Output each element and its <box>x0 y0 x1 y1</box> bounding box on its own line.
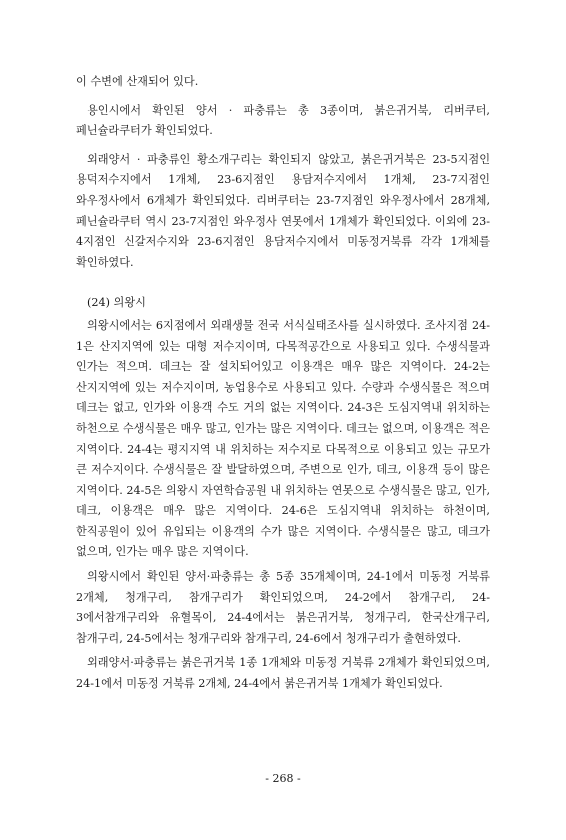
paragraph-uiwang-species: 의왕시에서 확인된 양서·파충류는 총 5종 35개체이며, 24-1에서 미동정 거북류 2개체, 청개구리, 참개구리가 확인되었으며, 24-2에서 참개구리, 24-3에서참개구리와 유혈목이, 24-4에서는 붉은귀거북, 청개구리, 한국산개구리, 참개구리, 24-5에서는 청개구리와 참개구리, 24-6에서 청개구리가 출현하였다. <box>76 570 490 645</box>
paragraph-yongin-invasive: 외래양서 · 파충류인 황소개구리는 확인되지 않았고, 붉은귀거북은 23-5지점인 용덕저수지에서 1개체, 23-6지점인 용담저수지에서 1개체, 23-7지점인 와우정사에서 6개체가 확인되었다. 리버쿠터는 23-7지점인 와우정사에서 28개체, 페닌슐라쿠터 역시 23-7지점인 와우정사 연못에서 1개체가 확인되었다. 이외에 23-4지점인 신갈저수지와 23-6지점인 용담저수지에서 미동정거북류 각각 1개체를 확인하였다. <box>76 152 490 269</box>
paragraph-yongin-species: 용인시에서 확인된 양서 · 파충류는 총 3종이며, 붉은귀거북, 리버쿠터, 페닌슐라쿠터가 확인되었다. <box>76 103 490 138</box>
paragraph-continuation: 이 수변에 산재되어 있다. <box>76 75 199 88</box>
page-number: - 268 - <box>265 772 301 785</box>
page-body <box>76 72 490 695</box>
paragraph-uiwang-survey: 의왕시에서는 6지점에서 외래생물 전국 서식실태조사를 실시하였다. 조사지점 24-1은 산지지역에 있는 대형 저수지이며, 다목적공간으로 사용되고 있다. 수생식물과 인가는 적으며. 데크는 잘 설치되어있고 이용객은 매우 많은 지역이다. 24-2는 산지지역에 있는 저수지이며, 농업용수로 사용되고 있다. 수량과 수생식물은 적으며 데크는 없고, 인가와 이용객 수도 거의 없는 지역이다. 24-3은 도심지역내 위치하는 하천으로 수생식물은 매우 많고, 인가는 많은 지역이다. 데크는 없으며, 이용객은 적은 지역이다. 24-4는 평지지역 내 위치하는 저수지로 다목적으로 이용되고 있는 규모가 큰 저수지이다. 수생식물은 잘 발달하였으며, 주변으로 인가, 데크, 이용객 등이 많은 지역이다. 24-5은 의왕시 자연학습공원 내 위치하는 연못으로 수생식물은 많고, 인가, 데크, 이용객은 매우 많은 지역이다. 24-6은 도심지역내 위치하는 하천이며, 한직공원이 있어 유입되는 이용객의 수가 많은 지역이다. 수생식물은 많고, 데크가 없으며, 인가는 매우 많은 지역이다. <box>76 318 490 559</box>
paragraph-uiwang-invasive: 외래양서·파충류는 붉은귀거북 1종 1개체와 미동정 거북류 2개체가 확인되었으며, 24-1에서 미동정 거북류 2개체, 24-4에서 붉은귀거북 1개체가 확인되었다. <box>76 656 490 691</box>
section-heading-uiwang: (24) 의왕시 <box>87 296 146 310</box>
